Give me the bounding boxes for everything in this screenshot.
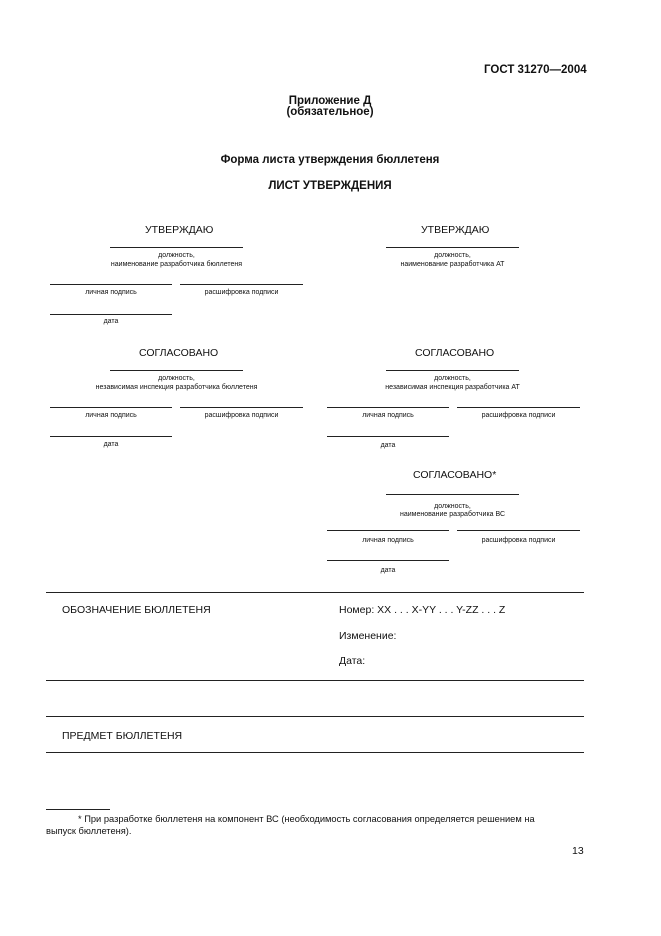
bulletin-designation-label: ОБОЗНАЧЕНИЕ БЮЛЛЕТЕНЯ bbox=[62, 604, 211, 616]
bulletin-number: Номер: XX . . . X-YY . . . Y-ZZ . . . Z bbox=[339, 604, 506, 616]
bulletin-subject-label: ПРЕДМЕТ БЮЛЛЕТЕНЯ bbox=[62, 730, 183, 742]
agreed-vc-position-label-2: наименование разработчика ВС bbox=[399, 511, 506, 518]
agreed-vc-position-line bbox=[386, 494, 519, 495]
agreed-right-date-line bbox=[327, 436, 449, 437]
table-row-border-2 bbox=[46, 716, 584, 717]
approve-left-position-label-2: наименование разработчика бюллетеня bbox=[110, 261, 243, 268]
table-top-border bbox=[46, 592, 584, 593]
agreed-left-date-label: дата bbox=[103, 441, 119, 448]
agreed-vc-heading: СОГЛАСОВАНО* bbox=[413, 469, 497, 481]
agreed-vc-decoding-line bbox=[457, 530, 580, 531]
sheet-title: ЛИСТ УТВЕРЖДЕНИЯ bbox=[268, 180, 392, 192]
agreed-vc-position-label-1: должность, bbox=[434, 503, 471, 510]
form-title: Форма листа утверждения бюллетеня bbox=[220, 154, 440, 166]
agreed-vc-date-label: дата bbox=[380, 567, 396, 574]
agreed-left-position-label-2: независимая инспекция разработчика бюллетеня bbox=[95, 384, 258, 391]
approve-right-heading: УТВЕРЖДАЮ bbox=[421, 224, 490, 236]
agreed-right-position-line bbox=[386, 370, 519, 371]
approve-left-signature-line bbox=[50, 284, 172, 285]
approve-left-date-line bbox=[50, 314, 172, 315]
bulletin-change: Изменение: bbox=[339, 630, 397, 642]
appendix-title: Приложение Д bbox=[288, 95, 372, 107]
agreed-left-signature-label: личная подпись bbox=[85, 412, 137, 419]
approve-left-signature-label: личная подпись bbox=[85, 289, 137, 296]
agreed-left-position-line bbox=[110, 370, 243, 371]
footnote-separator bbox=[46, 809, 110, 810]
approve-left-decoding-label: расшифровка подписи bbox=[204, 289, 279, 296]
appendix-note: (обязательное) bbox=[286, 106, 374, 118]
approve-left-position-label-1: должность, bbox=[158, 252, 195, 259]
agreed-right-heading: СОГЛАСОВАНО bbox=[415, 347, 495, 359]
agreed-left-decoding-label: расшифровка подписи bbox=[204, 412, 279, 419]
approve-right-position-label-1: должность, bbox=[434, 252, 471, 259]
table-bottom-border bbox=[46, 752, 584, 753]
approve-left-decoding-line bbox=[180, 284, 303, 285]
agreed-vc-date-line bbox=[327, 560, 449, 561]
agreed-right-date-label: дата bbox=[380, 442, 396, 449]
document-code: ГОСТ 31270—2004 bbox=[484, 64, 587, 76]
agreed-left-heading: СОГЛАСОВАНО bbox=[139, 347, 219, 359]
agreed-left-date-line bbox=[50, 436, 172, 437]
agreed-vc-decoding-label: расшифровка подписи bbox=[481, 537, 556, 544]
agreed-left-position-label-1: должность, bbox=[158, 375, 195, 382]
approve-left-heading: УТВЕРЖДАЮ bbox=[145, 224, 214, 236]
table-row-border-1 bbox=[46, 680, 584, 681]
approve-left-position-line bbox=[110, 247, 243, 248]
agreed-left-signature-line bbox=[50, 407, 172, 408]
agreed-right-position-label-1: должность, bbox=[434, 375, 471, 382]
approve-left-date-label: дата bbox=[103, 318, 119, 325]
agreed-right-decoding-line bbox=[457, 407, 580, 408]
page-number: 13 bbox=[572, 845, 584, 857]
footnote-line-1: * При разработке бюллетеня на компонент ВС (необходимость согласования определяется решением на bbox=[78, 814, 535, 824]
approve-right-position-line bbox=[386, 247, 519, 248]
agreed-vc-signature-label: личная подпись bbox=[362, 537, 414, 544]
agreed-left-decoding-line bbox=[180, 407, 303, 408]
agreed-vc-signature-line bbox=[327, 530, 449, 531]
agreed-right-decoding-label: расшифровка подписи bbox=[481, 412, 556, 419]
bulletin-date: Дата: bbox=[339, 655, 366, 667]
approve-right-position-label-2: наименование разработчика АТ bbox=[400, 261, 505, 268]
agreed-right-signature-label: личная подпись bbox=[362, 412, 414, 419]
footnote-line-2: выпуск бюллетеня). bbox=[46, 826, 132, 836]
agreed-right-signature-line bbox=[327, 407, 449, 408]
agreed-right-position-label-2: независимая инспекция разработчика АТ bbox=[385, 384, 520, 391]
